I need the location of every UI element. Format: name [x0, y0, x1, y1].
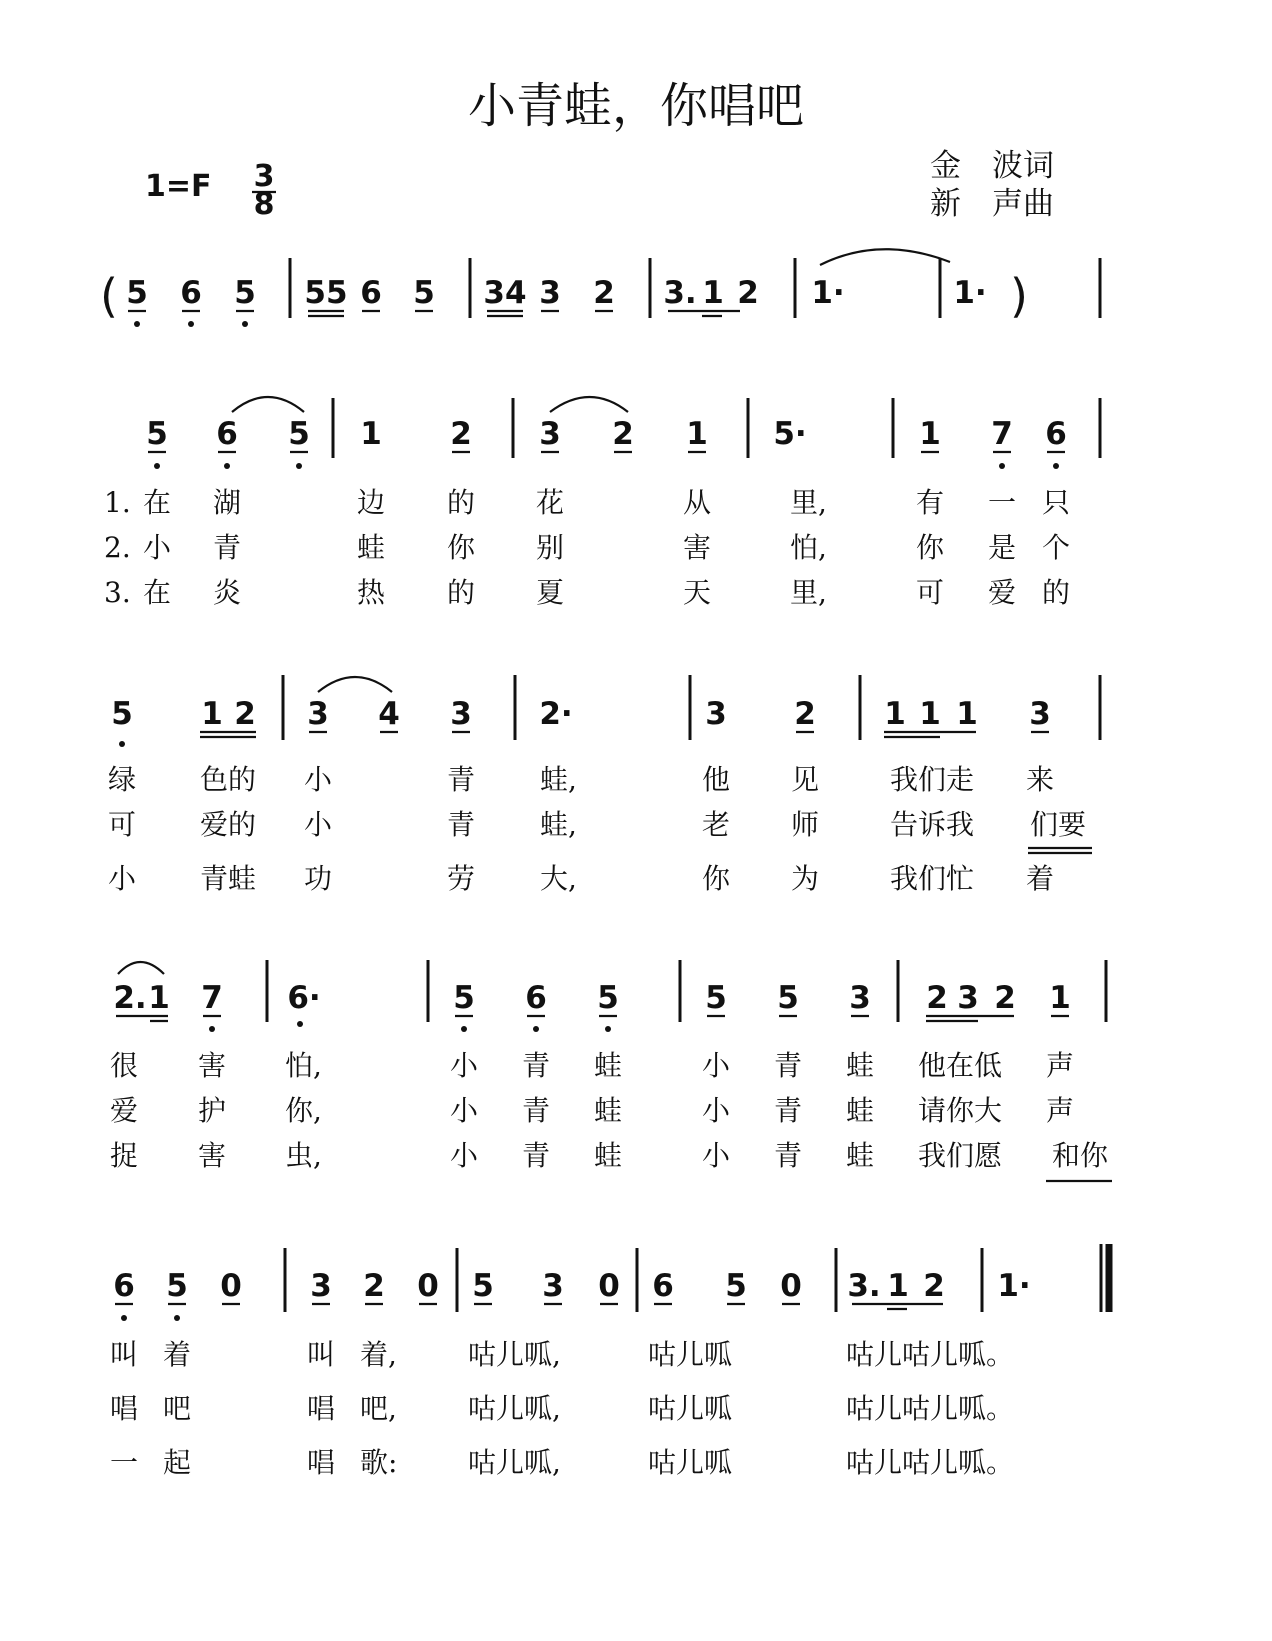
low-octave-dot [209, 1026, 215, 1032]
lyric: 夏 [535, 576, 565, 609]
lyric: 的 [446, 486, 476, 519]
note: 2 [450, 416, 472, 452]
lyric: 热 [356, 576, 386, 609]
note: 3 [542, 1268, 564, 1304]
low-octave-dot [121, 1315, 127, 1321]
low-octave-dot [119, 741, 125, 747]
time-signature-bottom: 8 [253, 187, 275, 222]
lyric: 青 [773, 1049, 803, 1082]
lyric: 爱 [109, 1094, 139, 1127]
lyric: 蛙, [540, 808, 577, 841]
note: 3 [705, 696, 727, 732]
lyric: 虫, [285, 1139, 322, 1172]
note: 5 [166, 1268, 188, 1304]
lyric: 在 [142, 576, 172, 609]
note: 2· [539, 696, 573, 732]
slur-arc [232, 397, 304, 412]
lyric: 青 [521, 1049, 551, 1082]
note: 6· [287, 980, 321, 1016]
note: 5 [472, 1268, 494, 1304]
lyric: 蛙 [593, 1094, 623, 1127]
lyric: 怕, [285, 1049, 322, 1082]
lyric: 怕, [790, 531, 827, 564]
lyric: 为 [790, 862, 820, 895]
lyric: 青 [446, 808, 476, 841]
low-octave-dot [174, 1315, 180, 1321]
lyric: 蛙 [593, 1139, 623, 1172]
low-octave-dot [297, 1021, 303, 1027]
intro-note: 6 [180, 275, 202, 311]
lyric: 你, [285, 1094, 322, 1127]
note: 2. [113, 980, 147, 1016]
lyric: 着 [1025, 862, 1055, 895]
key-signature: 1=F [145, 169, 212, 204]
intro-note: 1 [702, 275, 724, 311]
lyric: 边 [356, 486, 386, 519]
lyric: 可 [915, 576, 945, 609]
lyric: 花 [535, 486, 565, 519]
note: 5 [725, 1268, 747, 1304]
note: 1 [360, 416, 382, 452]
intro-note: 5 [234, 275, 256, 311]
low-octave-dot [242, 321, 248, 327]
note: 2 [612, 416, 634, 452]
lyric: 他 [701, 763, 731, 796]
lyric: 唱 [306, 1446, 336, 1479]
lyric: 老 [701, 808, 731, 841]
note: 7 [201, 980, 223, 1016]
lyric: 害 [197, 1139, 227, 1172]
lyric: 小 [449, 1094, 479, 1127]
note: 5 [111, 696, 133, 732]
lyric: 爱的 [199, 808, 257, 841]
note: 1 [919, 696, 941, 732]
lyric: 青 [773, 1094, 803, 1127]
lyric: 在 [142, 486, 172, 519]
lyric: 害 [197, 1049, 227, 1082]
lyric: 们要 [1029, 808, 1087, 841]
lyric: 请你大 [917, 1094, 1003, 1127]
note: 5 [146, 416, 168, 452]
note: 2 [994, 980, 1016, 1016]
lyric: 着, [360, 1338, 397, 1371]
lyric: 青 [521, 1094, 551, 1127]
note: 0 [780, 1268, 802, 1304]
note: 1· [997, 1268, 1031, 1304]
note: 0 [220, 1268, 242, 1304]
lyric: 见 [790, 763, 820, 796]
lyric: 告诉我 [889, 808, 975, 841]
lyric: 蛙 [593, 1049, 623, 1082]
low-octave-dot [296, 463, 302, 469]
note: 1 [201, 696, 223, 732]
note: 3 [957, 980, 979, 1016]
intro-note: 2 [737, 275, 759, 311]
lyric: 很 [109, 1049, 139, 1082]
note: 4 [378, 696, 400, 732]
lyric: 起 [162, 1446, 192, 1479]
lyric: 歌: [360, 1446, 398, 1479]
slur-arc [550, 397, 628, 412]
lyric: 唱 [306, 1392, 336, 1425]
lyric: 绿 [107, 763, 137, 796]
lyric: 我们忙 [889, 862, 975, 895]
lyric: 捉 [109, 1139, 139, 1172]
time-signature-top: 3 [253, 159, 275, 194]
note: 6 [113, 1268, 135, 1304]
lyric: 害 [682, 531, 712, 564]
note: 1 [956, 696, 978, 732]
lyric: 咕儿呱, [468, 1338, 561, 1371]
note: 1 [1049, 980, 1071, 1016]
note: 3 [849, 980, 871, 1016]
lyric: 小 [449, 1049, 479, 1082]
lyric: 湖 [212, 486, 242, 519]
note: 6 [525, 980, 547, 1016]
lyric: 里, [790, 486, 827, 519]
note: 2 [234, 696, 256, 732]
note: 1 [686, 416, 708, 452]
low-octave-dot [533, 1026, 539, 1032]
lyric: 我们走 [889, 763, 975, 796]
note: 3 [1029, 696, 1051, 732]
lyric: 你 [701, 862, 731, 895]
lyric: 天 [682, 576, 712, 609]
lyric: 咕儿呱 [648, 1338, 733, 1371]
intro-note: 34 [483, 275, 527, 311]
lyric: 护 [197, 1094, 227, 1127]
lyric: 小 [701, 1094, 731, 1127]
lyric: 蛙 [845, 1094, 875, 1127]
intro-note: 2 [593, 275, 615, 311]
note: 3. [847, 1268, 881, 1304]
lyric: 他在低 [917, 1049, 1003, 1082]
lyric: 你 [915, 531, 945, 564]
lyric: 吧, [360, 1392, 397, 1425]
lyric: 蛙 [845, 1139, 875, 1172]
lyric: 青 [773, 1139, 803, 1172]
low-octave-dot [154, 463, 160, 469]
system-1 [104, 397, 1100, 609]
note: 2 [794, 696, 816, 732]
note: 1 [919, 416, 941, 452]
lyric: 功 [303, 862, 333, 895]
lyric: 的 [446, 576, 476, 609]
lyric: 爱 [987, 576, 1017, 609]
lyric: 来 [1025, 763, 1055, 796]
low-octave-dot [461, 1026, 467, 1032]
intro-note: 5 [413, 275, 435, 311]
lyric: 蛙 [845, 1049, 875, 1082]
lyric: 青蛙 [199, 862, 257, 895]
lyric: 有 [915, 486, 945, 519]
lyric: 青 [212, 531, 242, 564]
lyric: 你 [446, 531, 476, 564]
note: 3 [539, 416, 561, 452]
verse-number: 2. [104, 531, 131, 564]
close-bracket: ) [1010, 269, 1028, 323]
note: 0 [417, 1268, 439, 1304]
intro-note: 6 [360, 275, 382, 311]
note: 3 [450, 696, 472, 732]
lyric: 蛙 [356, 531, 386, 564]
lyric: 咕儿呱 [648, 1392, 733, 1425]
lyric: 炎 [212, 576, 242, 609]
low-octave-dot [224, 463, 230, 469]
lyric: 别 [535, 531, 565, 564]
note: 6 [1045, 416, 1067, 452]
intro-note: 1· [953, 275, 987, 311]
verse-number: 1. [104, 486, 131, 519]
lyric: 个 [1041, 531, 1071, 564]
lyric: 小 [701, 1049, 731, 1082]
lyric: 青 [521, 1139, 551, 1172]
note: 5 [777, 980, 799, 1016]
intro-line [100, 249, 1100, 327]
system-3 [110, 960, 1112, 1181]
note: 3 [310, 1268, 332, 1304]
intro-note: 1· [811, 275, 845, 311]
lyric: 咕儿呱 [648, 1446, 733, 1479]
lyric: 蛙, [540, 763, 577, 796]
lyric: 咕儿咕儿呱。 [846, 1338, 1015, 1371]
lyric: 咕儿咕儿呱。 [846, 1446, 1015, 1479]
lyric: 一 [987, 486, 1017, 519]
lyric: 和你 [1051, 1139, 1109, 1172]
lyric: 小 [107, 862, 137, 895]
lyric: 咕儿呱, [468, 1392, 561, 1425]
lyric: 我们愿 [917, 1139, 1003, 1172]
note: 1 [884, 696, 906, 732]
composer-credit: 新 声曲 [930, 186, 1054, 222]
system-2 [108, 675, 1100, 895]
lyric: 咕儿咕儿呱。 [846, 1392, 1015, 1425]
low-octave-dot [134, 321, 140, 327]
tie-arc [820, 249, 950, 265]
note: 1 [887, 1268, 909, 1304]
note: 2 [363, 1268, 385, 1304]
intro-note: 5 [126, 275, 148, 311]
lyric: 小 [303, 808, 333, 841]
note: 3 [307, 696, 329, 732]
low-octave-dot [1053, 463, 1059, 469]
lyricist-credit: 金 波词 [930, 148, 1054, 184]
verse-number: 3. [104, 576, 131, 609]
intro-note: 3. [663, 275, 697, 311]
intro-note: 55 [304, 275, 348, 311]
low-octave-dot [605, 1026, 611, 1032]
lyric: 小 [142, 531, 172, 564]
note: 5 [597, 980, 619, 1016]
note: 2 [926, 980, 948, 1016]
lyric: 小 [449, 1139, 479, 1172]
lyric: 只 [1041, 486, 1071, 519]
lyric: 的 [1041, 576, 1071, 609]
note: 0 [598, 1268, 620, 1304]
lyric: 从 [682, 486, 712, 519]
lyric: 里, [790, 576, 827, 609]
lyric: 声 [1045, 1049, 1075, 1082]
slur-arc [118, 962, 164, 974]
lyric: 唱 [109, 1392, 139, 1425]
lyric: 师 [790, 808, 820, 841]
note: 6 [652, 1268, 674, 1304]
lyric: 咕儿呱, [468, 1446, 561, 1479]
lyric: 小 [701, 1139, 731, 1172]
lyric: 声 [1045, 1094, 1075, 1127]
lyric: 吧 [162, 1392, 192, 1425]
lyric: 叫 [109, 1338, 139, 1371]
note: 1 [148, 980, 170, 1016]
low-octave-dot [999, 463, 1005, 469]
lyric: 着 [162, 1338, 192, 1371]
lyric: 劳 [446, 862, 476, 895]
note: 5 [453, 980, 475, 1016]
note: 5 [705, 980, 727, 1016]
lyric: 青 [446, 763, 476, 796]
note: 7 [991, 416, 1013, 452]
intro-note: 3 [539, 275, 561, 311]
lyric: 色的 [199, 763, 257, 796]
note: 6 [216, 416, 238, 452]
lyric: 一 [109, 1446, 139, 1479]
lyric: 叫 [306, 1338, 336, 1371]
slur-arc [318, 677, 392, 692]
lyric: 可 [107, 808, 137, 841]
open-bracket: ( [100, 269, 118, 323]
note: 2 [923, 1268, 945, 1304]
lyric: 大, [540, 862, 577, 895]
song-title: 小青蛙，你唱吧 [467, 78, 805, 134]
low-octave-dot [188, 321, 194, 327]
note: 5 [288, 416, 310, 452]
lyric: 是 [987, 531, 1017, 564]
lyric: 小 [303, 763, 333, 796]
note: 5· [773, 416, 807, 452]
system-4 [110, 1244, 1109, 1479]
